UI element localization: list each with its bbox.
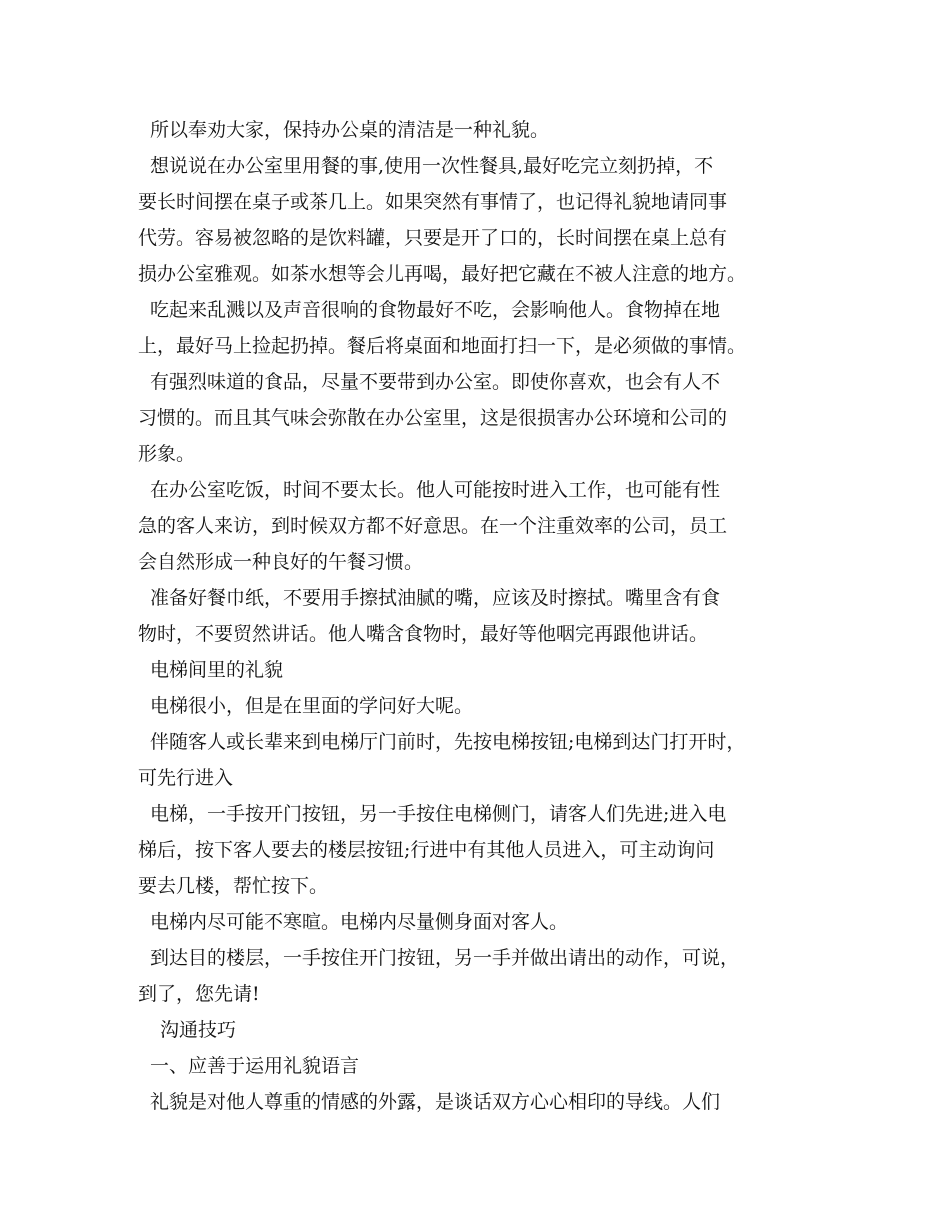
paragraph: [138, 1048, 838, 1084]
paragraph: [138, 292, 838, 364]
text-line: 电梯间里的礼貌: [150, 659, 284, 681]
text-line: 伴随客人或长辈来到电梯厅门前时，先按电梯按钮;电梯到达门打开时，: [150, 731, 746, 753]
text-line: 梯后，按下客人要去的楼层按钮;行进中有其他人员进入，可主动询问: [138, 839, 715, 861]
text-line: 一、应善于运用礼貌语言: [150, 1055, 360, 1077]
paragraph: [138, 940, 838, 1012]
document-page: [138, 112, 838, 1120]
paragraph: [138, 112, 838, 148]
text-line: 沟通技巧: [160, 1019, 237, 1041]
text-line: 形象。: [138, 443, 196, 465]
paragraph: [138, 652, 838, 688]
text-line: 电梯内尽可能不寒暄。电梯内尽量侧身面对客人。: [150, 911, 569, 933]
text-line: 损办公室雅观。如茶水想等会儿再喝，最好把它藏在不被人注意的地方。: [138, 263, 747, 285]
text-line: 准备好餐巾纸，不要用手擦拭油腻的嘴，应该及时擦拭。嘴里含有食: [150, 587, 721, 609]
paragraph: [138, 1084, 838, 1120]
text-line: 想说说在办公室里用餐的事,使用一次性餐具,最好吃完立刻扔掉，不: [150, 155, 714, 177]
paragraph: [138, 688, 838, 724]
text-line: 在办公室吃饭，时间不要太长。他人可能按时进入工作，也可能有性: [150, 479, 721, 501]
text-line: 所以奉劝大家，保持办公桌的清洁是一种礼貌。: [150, 119, 550, 141]
text-line: 礼貌是对他人尊重的情感的外露，是谈话双方心心相印的导线。人们: [150, 1091, 721, 1113]
paragraph: [138, 472, 838, 580]
paragraph: [138, 580, 838, 652]
text-line: 有强烈味道的食品，尽量不要带到办公室。即使你喜欢，也会有人不: [150, 371, 721, 393]
paragraph: [138, 724, 838, 796]
paragraph: [138, 796, 838, 904]
text-line: 会自然形成一种良好的午餐习惯。: [138, 551, 424, 573]
text-line: 电梯很小，但是在里面的学问好大呢。: [150, 695, 474, 717]
text-line: 吃起来乱溅以及声音很响的食物最好不吃，会影响他人。食物掉在地: [150, 299, 721, 321]
text-line: 到了，您先请!: [138, 983, 260, 1005]
text-line: 急的客人来访，到时候双方都不好意思。在一个注重效率的公司，员工: [138, 515, 728, 537]
text-line: 习惯的。而且其气味会弥散在办公室里，这是很损害办公环境和公司的: [138, 407, 728, 429]
paragraph: [138, 904, 838, 940]
text-line: 到达目的楼层，一手按住开门按钮，另一手并做出请出的动作，可说，: [150, 947, 740, 969]
text-line: 要长时间摆在桌子或茶几上。如果突然有事情了，也记得礼貌地请同事: [138, 191, 728, 213]
text-line: 物时，不要贸然讲话。他人嘴含食物时，最好等他咽完再跟他讲话。: [138, 623, 709, 645]
text-line: 代劳。容易被忽略的是饮料罐，只要是开了口的，长时间摆在桌上总有: [138, 227, 728, 249]
text-line: 要去几楼，帮忙按下。: [138, 875, 329, 897]
text-line: 上，最好马上捡起扔掉。餐后将桌面和地面打扫一下，是必须做的事情。: [138, 335, 747, 357]
text-line: 可先行进入: [138, 767, 234, 789]
text-line: 电梯，一手按开门按钮，另一手按住电梯侧门，请客人们先进;进入电: [150, 803, 727, 825]
paragraph: [138, 148, 838, 292]
paragraph: [138, 364, 838, 472]
paragraph: [138, 1012, 838, 1048]
